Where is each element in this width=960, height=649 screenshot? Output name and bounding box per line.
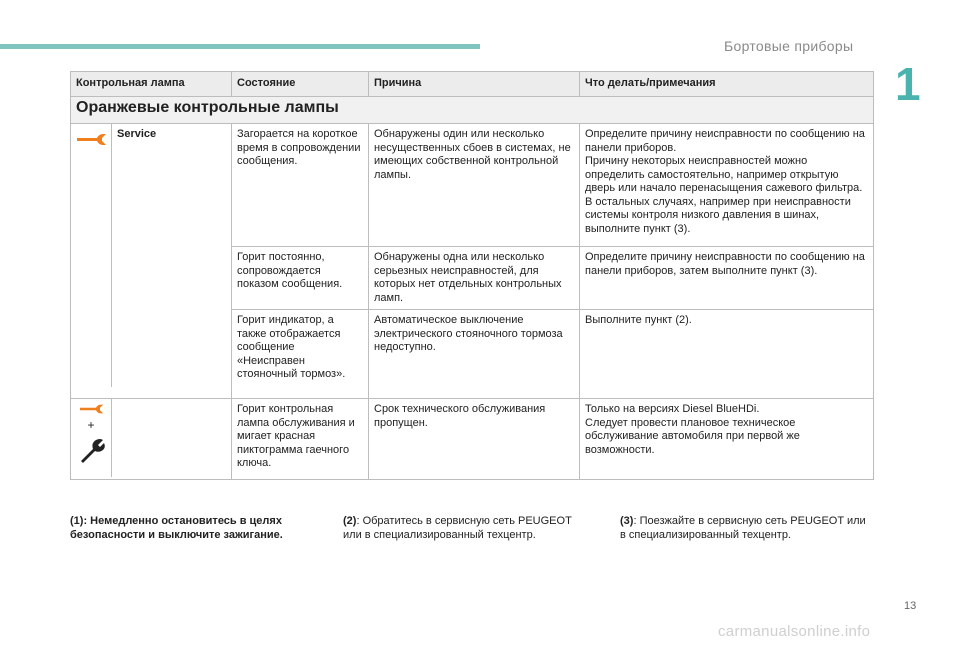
footnote-2-ref: (2) xyxy=(343,515,357,527)
service-label: Service xyxy=(117,128,157,140)
state-cell: Загорается на короткое время в сопровождении сообщения. xyxy=(232,124,369,247)
footnote-2 xyxy=(343,514,593,542)
cause-cell: Автоматическое выключение электрического стояночного тормоза недоступно. xyxy=(369,310,580,399)
state-cell: Горит индикатор, а также отображается сообщение «Неисправен стояночный тормоз». xyxy=(232,310,369,399)
group-title: Оранжевые контрольные лампы xyxy=(71,97,874,124)
warning-lamps-table xyxy=(70,71,874,480)
column-header-lamp: Контрольная лампа xyxy=(71,72,232,97)
cause-cell: Срок технического обслуживания пропущен. xyxy=(369,399,580,480)
section-title: Бортовые приборы xyxy=(724,38,854,54)
cause-cell: Обнаружены одна или несколько серьезных неисправностей, для которых нет отдельных контрольных ламп. xyxy=(369,247,580,310)
lamp-cell xyxy=(71,124,232,399)
wrench-icon xyxy=(77,437,107,467)
column-header-action: Что делать/примечания xyxy=(580,72,874,97)
table-header-row xyxy=(71,72,874,97)
action-cell: Только на версиях Diesel BlueHDi. Следует провести плановое техническое обслуживание автомобиля при первой же возможности. xyxy=(580,399,874,480)
action-cell: Определите причину неисправности по сообщению на панели приборов. Причину некоторых неисправностей можно определить самостоятельно, например открытую дверь или начало перенасыщения сажевого фильтра. В остальных случаях, например при неисправности системы контроля низкого давления в шинах, выполните пункт (3). xyxy=(580,124,874,247)
group-row xyxy=(71,97,874,124)
chapter-number: 1 xyxy=(895,58,921,110)
cause-cell: Обнаружены один или несколько несущественных сбоев в системах, не имеющих собственной контрольной лампы. xyxy=(369,124,580,247)
page-number: 13 xyxy=(904,600,917,612)
footnote-3-text: : Поезжайте в сервисную сеть PEUGEOT или в специализированный техцентр. xyxy=(620,515,866,541)
footnote-1-text: : Немедленно остановитесь в целях безопасности и выключите зажигание. xyxy=(70,515,283,541)
label-column xyxy=(111,124,231,387)
state-cell: Горит постоянно, сопровождается показом сообщения. xyxy=(232,247,369,310)
icon-column xyxy=(71,124,111,387)
table-row xyxy=(71,124,874,247)
icon-column xyxy=(71,399,111,477)
footnote-3-ref: (3) xyxy=(620,515,634,527)
footnote-3 xyxy=(620,514,870,542)
plus-sign: + xyxy=(87,418,95,432)
footnote-1 xyxy=(70,514,310,542)
watermark: carmanualsonline.info xyxy=(718,623,871,640)
wrench-icon xyxy=(75,132,109,152)
state-cell: Горит контрольная лампа обслуживания и мигает красная пиктограмма гаечного ключа. xyxy=(232,399,369,480)
lamp-cell xyxy=(71,399,232,480)
action-cell: Определите причину неисправности по сообщению на панели приборов, затем выполните пункт (3). xyxy=(580,247,874,310)
column-header-state: Состояние xyxy=(232,72,369,97)
wrench-icon xyxy=(75,403,109,419)
column-header-cause: Причина xyxy=(369,72,580,97)
label-column xyxy=(111,399,231,477)
action-cell: Выполните пункт (2). xyxy=(580,310,874,399)
table-row xyxy=(71,399,874,480)
top-accent-bar xyxy=(0,44,480,49)
footnote-2-text: : Обратитесь в сервисную сеть PEUGEOT или в специализированный техцентр. xyxy=(343,515,572,541)
footnote-1-ref: (1) xyxy=(70,515,84,527)
